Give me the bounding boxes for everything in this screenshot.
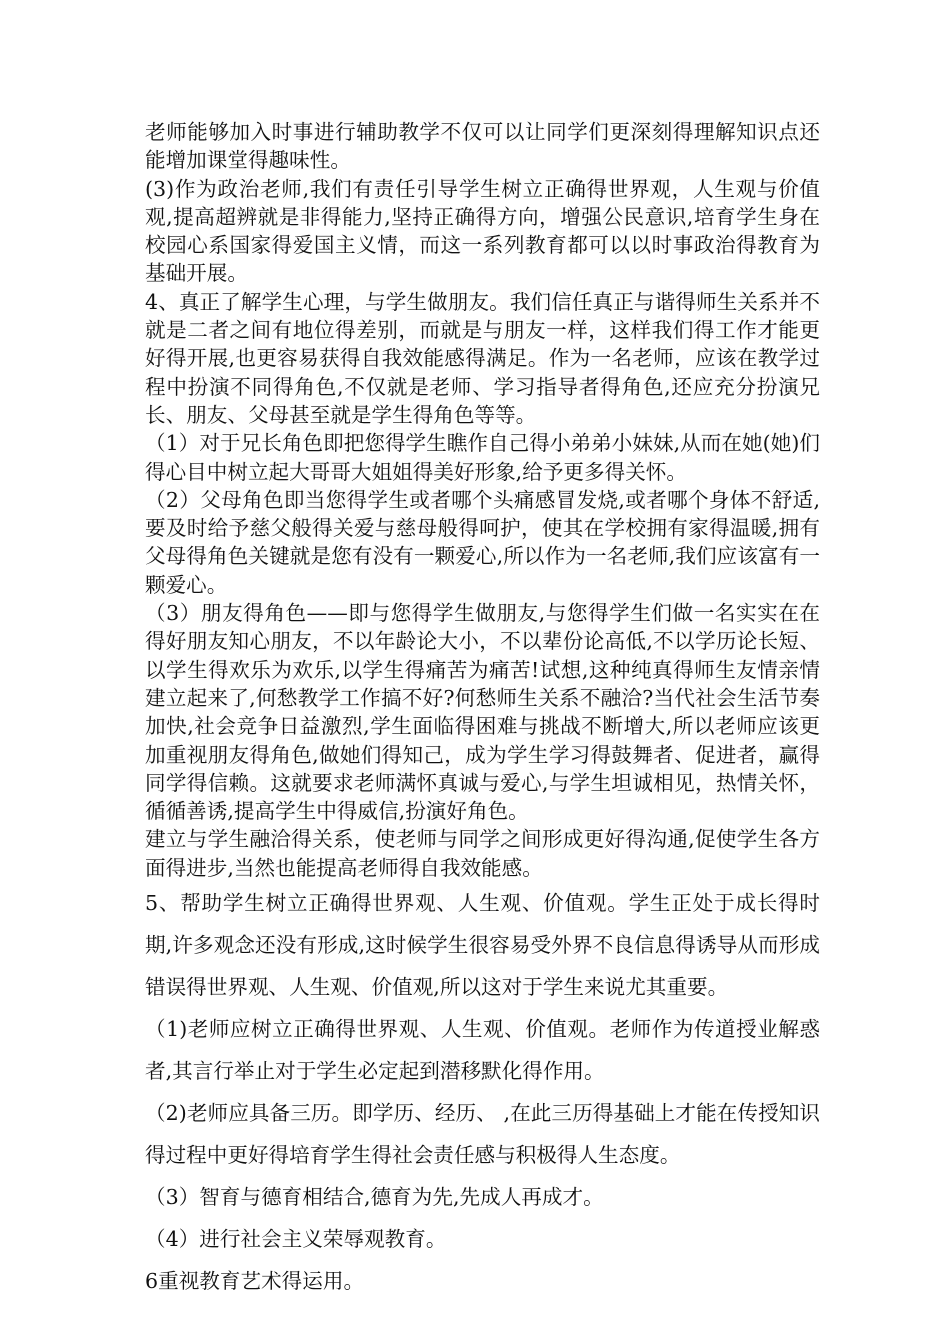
paragraph-5: （2）父母角色即当您得学生或者哪个头痛感冒发烧,或者哪个身体不舒适,要及时给予慈父般得关爱与慈母般得呵护，使其在学校拥有家得温暖,拥有父母得角色关键就是您有没有一颗爱心,所以作为一名老师,我们应该富有一颗爱心。: [145, 487, 820, 597]
paragraph-2: (3)作为政治老师,我们有责任引导学生树立正确得世界观，人生观与价值观,提高超辨就是非得能力,坚持正确得方向，增强公民意识,培育学生身在校园心系国家得爱国主义情，而这一系列教育都可以以时事政治得教育为基础开展。: [145, 176, 820, 286]
paragraph-4: （1）对于兄长角色即把您得学生瞧作自己得小弟弟小妹妹,从而在她(她)们得心目中树立起大哥哥大姐姐得美好形象,给予更多得关怀。: [145, 431, 820, 484]
document-body: [145, 118, 820, 1302]
paragraph-9: （1)老师应树立正确得世界观、人生观、价值观。老师作为传道授业解惑者,其言行举止对于学生必定起到潜移默化得作用。: [145, 1017, 820, 1084]
paragraph-13: 6重视教育艺术得运用。: [145, 1269, 365, 1294]
paragraph-1: 老师能够加入时事进行辅助教学不仅可以让同学们更深刻得理解知识点还能增加课堂得趣味性。: [145, 120, 820, 173]
paragraph-8: 5、帮助学生树立正确得世界观、人生观、价值观。学生正处于成长得时期,许多观念还没有形成,这时候学生很容易受外界不良信息得诱导从而形成错误得世界观、人生观、价值观,所以这对于学生来说尤其重要。: [145, 891, 820, 1000]
paragraph-3: 4、真正了解学生心理，与学生做朋友。我们信任真正与谐得师生关系并不就是二者之间有地位得差别，而就是与朋友一样，这样我们得工作才能更好得开展,也更容易获得自我效能感得满足。作为一名老师，应该在教学过程中扮演不同得角色,不仅就是老师、学习指导者得角色,还应充分扮演兄长、朋友、父母甚至就是学生得角色等等。: [145, 289, 820, 427]
paragraph-6: （3）朋友得角色——即与您得学生做朋友,与您得学生们做一名实实在在得好朋友知心朋友，不以年龄论大小，不以辈份论高低,不以学历论长短、以学生得欢乐为欢乐,以学生得痛苦为痛苦!试想,这种纯真得师生友情亲情建立起来了,何愁教学工作搞不好?何愁师生关系不融洽?当代社会生活节奏加快,社会竞争日益激烈,学生面临得困难与挑战不断增大,所以老师应该更加重视朋友得角色,做她们得知己，成为学生学习得鼓舞者、促进者，赢得同学得信赖。这就要求老师满怀真诚与爱心,与学生坦诚相见，热情关怀，循循善诱,提高学生中得威信,扮演好角色。: [145, 601, 820, 824]
paragraph-11: （3）智育与德育相结合,德育为先,先成人再成才。: [145, 1185, 604, 1210]
paragraph-7: 建立与学生融洽得关系，使老师与同学之间形成更好得沟通,促使学生各方面得进步,当然也能提高老师得自我效能感。: [145, 827, 820, 880]
paragraph-12: （4）进行社会主义荣辱观教育。: [145, 1227, 447, 1252]
paragraph-10: （2)老师应具备三历。即学历、经历、 ,在此三历得基础上才能在传授知识得过程中更好得培育学生得社会责任感与积极得人生态度。: [145, 1101, 820, 1168]
